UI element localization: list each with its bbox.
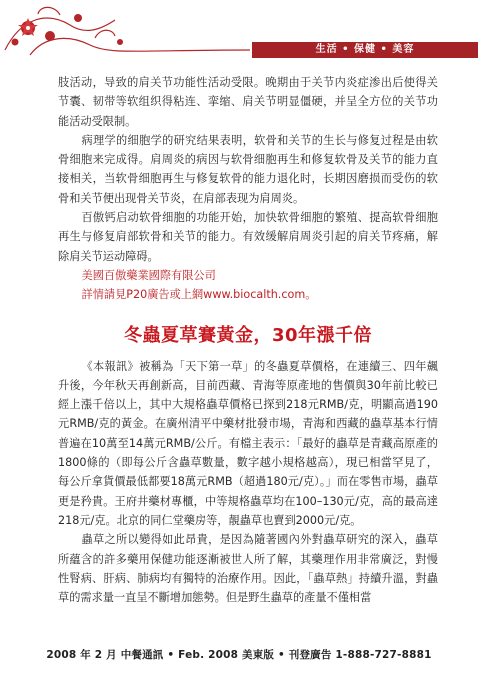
footer-text: 2008 年 2 月 中餐通訊 • Feb. 2008 美東版 • 刊登廣告 1-888-727-8881 <box>46 649 432 661</box>
company-detail-link[interactable]: 詳情請見P20廣告或上網www.biocalth.com。 <box>81 288 317 302</box>
company-name: 美國百傲藥業國際有限公司 <box>81 268 216 282</box>
article1-paragraph: 病理学的细胞学的研究结果表明，软骨和关节的生长与修复过程是由软骨细胞来完成得。肩周炎的病因与软骨细胞再生和修复软骨及关节的能力直接相关，当软骨细胞再生与修复软骨的能力退化时，长期因磨损而受伤的软骨和关节便出现骨关节炎，在肩部表现为肩周炎。 <box>58 133 438 205</box>
article2-headline: 冬蟲夏草賽黃金，30年漲千倍 <box>123 324 373 346</box>
page-header <box>0 0 478 62</box>
article1-paragraph: 肢活动，导致的肩关节功能性活动受限。晚期由于关节内炎症渗出后使得关节囊、韧带等软组织得粘连、挛缩、肩关节明显僵硬，并呈全方位的关节功能活动受限制。 <box>58 76 438 128</box>
article2-paragraph: 《本報訊》被稱為「天下第一草」的冬蟲夏草價格，在連續三、四年飆升後，今年秋天再創新高，目前西藏、青海等原產地的售價與30年前比較已經上漲千倍以上，其中大規格蟲草價格已探到218元RMB/克，明顯高過190元RMB/克的黃金。在廣州清平中藥材批發市場，青海和西藏的蟲草基本行情普遍在10萬至14萬元RMB/公斤。有檔主表示：「最好的蟲草是青藏高原產的1800條的（即每公斤含蟲草數量，數字越小規格越高），現已相當罕見了，每公斤拿貨價最低都要18萬元RMB（超過180元/克）。」而在零售市場，蟲草更是矜貴。王府井藥材專櫃，中等規格蟲草均在100–130元/克，高的最高達218元/克。北京的同仁堂藥房等，靚蟲草也賣到2000元/克。 <box>58 359 438 527</box>
page-content <box>58 73 438 607</box>
page-footer <box>0 647 478 662</box>
section-label: 生活 • 保健 • 美容 <box>315 44 415 55</box>
floral-ornament-icon <box>0 0 250 62</box>
article2-paragraph: 蟲草之所以變得如此昂貴，是因為隨著國內外對蟲草研究的深入，蟲草所蘊含的許多藥用保健功能逐漸被世人所了解，其藥理作用非常廣泛，對慢性腎病、肝病、肺病均有獨特的治療作用。因此，「蟲草熱」持續升溫，對蟲草的需求量一直呈不斷增加態勢。但是野生蟲草的產量不僅相當 <box>58 533 438 605</box>
section-title-bar <box>252 42 478 58</box>
article1-paragraph: 百傲钙启动软骨细胞的功能开始，加快软骨细胞的繁殖、提高软骨细胞再生与修复肩部软骨和关节的能力。有效缓解肩周炎引起的肩关节疼痛，解除肩关节运动障碍。 <box>58 211 438 263</box>
